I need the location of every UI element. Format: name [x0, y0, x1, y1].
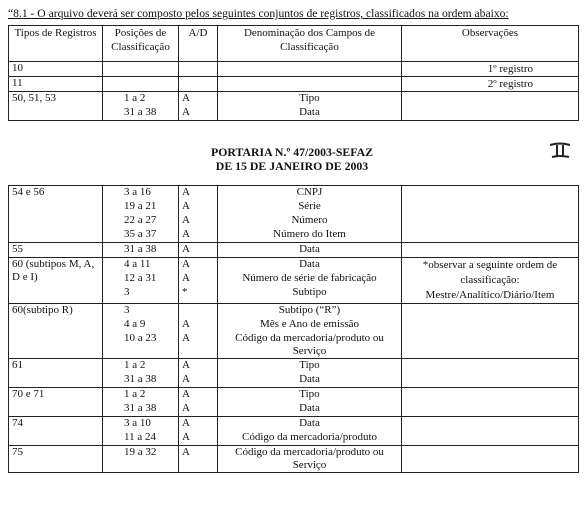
- header-tipos: Tipos de Registros: [9, 26, 103, 62]
- ad-value: *: [182, 286, 188, 298]
- cell-posicoes: [103, 62, 179, 77]
- cell-ad: [179, 77, 218, 92]
- cell-observacoes: [402, 388, 579, 417]
- cell-posicoes: [103, 243, 179, 258]
- cell-posicoes: [103, 359, 179, 388]
- cell-denominacao: [218, 304, 402, 359]
- cell-tipo: 60(subtipo R): [9, 304, 103, 359]
- ad-value: A: [182, 446, 190, 458]
- denominacao-value: Data: [299, 373, 320, 385]
- cell-denominacao: [218, 77, 402, 92]
- posicao-value: 3 a 10: [124, 417, 151, 429]
- ad-value: A: [182, 243, 190, 255]
- posicao-value: 19 a 32: [124, 446, 157, 458]
- denominacao-value: Subtipo (“R”): [278, 304, 341, 316]
- denominacao-value: Subtipo: [292, 286, 327, 298]
- cell-posicoes: [103, 304, 179, 359]
- denominacao-value: CNPJ: [296, 186, 323, 198]
- ad-value: A: [182, 186, 190, 198]
- cell-denominacao: [218, 359, 402, 388]
- posicao-value: 31 a 38: [124, 243, 157, 255]
- denominacao-value: Data: [299, 417, 320, 429]
- cell-denominacao: [218, 62, 402, 77]
- denominacao-value: [221, 62, 398, 76]
- cell-ad: [179, 62, 218, 77]
- cell-ad: [179, 258, 218, 304]
- ad-value: A: [182, 373, 190, 385]
- header-observacoes: Observações: [402, 26, 579, 62]
- denominacao-value: Data: [299, 258, 320, 270]
- table-row: [9, 92, 579, 121]
- cell-posicoes: [103, 446, 179, 473]
- portaria-title: PORTARIA N.º 47/2003-SEFAZ: [211, 145, 373, 159]
- table-row: [9, 359, 579, 388]
- denominacao-value: Código da mercadoria/produto ou Serviço: [235, 332, 384, 357]
- table-row: [9, 258, 579, 304]
- ad-value: [182, 62, 214, 76]
- header-ad: A/D: [179, 26, 218, 62]
- cell-observacoes: [402, 417, 579, 446]
- ad-value: A: [182, 359, 190, 371]
- cell-denominacao: [218, 388, 402, 417]
- cell-ad: [179, 388, 218, 417]
- denominacao-value: Código da mercadoria/produto ou Serviço: [235, 446, 384, 471]
- posicao-value: 3 a 16: [124, 186, 151, 198]
- denominacao-value: Tipo: [299, 388, 320, 400]
- cell-tipo: 61: [9, 359, 103, 388]
- cell-denominacao: [218, 417, 402, 446]
- cell-tipo: 70 e 71: [9, 388, 103, 417]
- denominacao-value: Número de série de fabricação: [242, 272, 377, 284]
- cell-tipo: 55: [9, 243, 103, 258]
- ad-value: A: [182, 92, 190, 104]
- posicao-value: 3: [124, 286, 130, 298]
- posicao-value: 3: [124, 304, 130, 316]
- ad-value: A: [182, 318, 190, 330]
- cell-ad: [179, 446, 218, 473]
- cell-observacoes: *observar a seguinte ordem de classificação: Mestre/Analítico/Diário/Item: [402, 258, 579, 304]
- cell-posicoes: [103, 258, 179, 304]
- denominacao-value: Tipo: [299, 359, 320, 371]
- cell-posicoes: [103, 388, 179, 417]
- ad-value: A: [182, 417, 190, 429]
- denominacao-value: Tipo: [299, 92, 320, 104]
- intro-text: “8.1 - O arquivo deverá ser composto pelos seguintes conjuntos de registros, classificados na ordem abaixo:: [8, 7, 509, 20]
- posicao-value: 1 a 2: [124, 359, 146, 371]
- table-row: [9, 304, 579, 359]
- denominacao-value: Número: [291, 214, 328, 226]
- cell-tipo: 54 e 56: [9, 186, 103, 243]
- cell-observacoes: [402, 359, 579, 388]
- posicao-value: [106, 77, 175, 91]
- records-table-top: [8, 25, 579, 121]
- records-table-bottom: [8, 185, 579, 473]
- cell-posicoes: [103, 186, 179, 243]
- cell-denominacao: [218, 92, 402, 121]
- portaria-date: DE 15 DE JANEIRO DE 2003: [215, 159, 369, 173]
- posicao-value: 35 a 37: [124, 228, 157, 240]
- table-row: [9, 446, 579, 473]
- ad-value: A: [182, 431, 190, 443]
- cell-tipo: 60 (subtipos M, A, D e I): [9, 258, 103, 304]
- cell-observacoes: [402, 304, 579, 359]
- cell-observacoes: 2º registro: [402, 77, 579, 92]
- posicao-value: 19 a 21: [124, 200, 157, 212]
- ad-value: [182, 77, 214, 91]
- posicao-value: 31 a 38: [124, 106, 157, 118]
- ad-value: [182, 304, 214, 318]
- ad-value: A: [182, 200, 190, 212]
- table-row: [9, 388, 579, 417]
- ad-value: A: [182, 388, 190, 400]
- cell-posicoes: [103, 92, 179, 121]
- cell-observacoes: [402, 92, 579, 121]
- table-row: [9, 77, 579, 92]
- denominacao-value: Série: [298, 200, 321, 212]
- denominacao-value: Mês e Ano de emissão: [260, 318, 359, 330]
- cell-tipo: 11: [9, 77, 103, 92]
- cell-ad: [179, 417, 218, 446]
- page-number-stamp: [548, 140, 572, 160]
- cell-observacoes: [402, 446, 579, 473]
- denominacao-value: [221, 77, 398, 91]
- cell-ad: [179, 92, 218, 121]
- cell-denominacao: [218, 446, 402, 473]
- posicao-value: 10 a 23: [124, 332, 157, 344]
- denominacao-value: Número do Item: [273, 228, 346, 240]
- cell-posicoes: [103, 77, 179, 92]
- ad-value: A: [182, 258, 190, 270]
- cell-observacoes: 1º registro: [402, 62, 579, 77]
- cell-posicoes: [103, 417, 179, 446]
- cell-tipo: 74: [9, 417, 103, 446]
- denominacao-value: Código da mercadoria/produto: [241, 431, 378, 443]
- ad-value: A: [182, 228, 190, 240]
- posicao-value: 4 a 9: [124, 318, 146, 330]
- posicao-value: 4 a 11: [124, 258, 151, 270]
- cell-denominacao: [218, 243, 402, 258]
- cell-ad: [179, 186, 218, 243]
- header-denominacao: Denominação dos Campos de Classificação: [218, 26, 402, 62]
- cell-ad: [179, 304, 218, 359]
- posicao-value: 12 a 31: [124, 272, 157, 284]
- ad-value: A: [182, 106, 190, 118]
- posicao-value: 1 a 2: [124, 92, 146, 104]
- table-header-row: [9, 26, 579, 62]
- cell-ad: [179, 359, 218, 388]
- posicao-value: 1 a 2: [124, 388, 146, 400]
- denominacao-value: Data: [299, 243, 320, 255]
- denominacao-value: Data: [299, 402, 320, 414]
- cell-observacoes: [402, 243, 579, 258]
- posicao-value: 11 a 24: [124, 431, 156, 443]
- ad-value: A: [182, 402, 190, 414]
- cell-denominacao: [218, 258, 402, 304]
- cell-denominacao: [218, 186, 402, 243]
- table-row: [9, 243, 579, 258]
- ad-value: A: [182, 332, 190, 344]
- posicao-value: 31 a 38: [124, 373, 157, 385]
- header-posicoes: Posições de Classificação: [103, 26, 179, 62]
- table-row: [9, 417, 579, 446]
- table-row: [9, 186, 579, 243]
- cell-tipo: 10: [9, 62, 103, 77]
- posicao-value: 31 a 38: [124, 402, 157, 414]
- cell-observacoes: [402, 186, 579, 243]
- table-row: [9, 62, 579, 77]
- ad-value: A: [182, 272, 190, 284]
- denominacao-value: Data: [299, 106, 320, 118]
- posicao-value: [106, 62, 175, 76]
- cell-tipo: 75: [9, 446, 103, 473]
- posicao-value: 22 a 27: [124, 214, 157, 226]
- cell-ad: [179, 243, 218, 258]
- cell-tipo: 50, 51, 53: [9, 92, 103, 121]
- ad-value: A: [182, 214, 190, 226]
